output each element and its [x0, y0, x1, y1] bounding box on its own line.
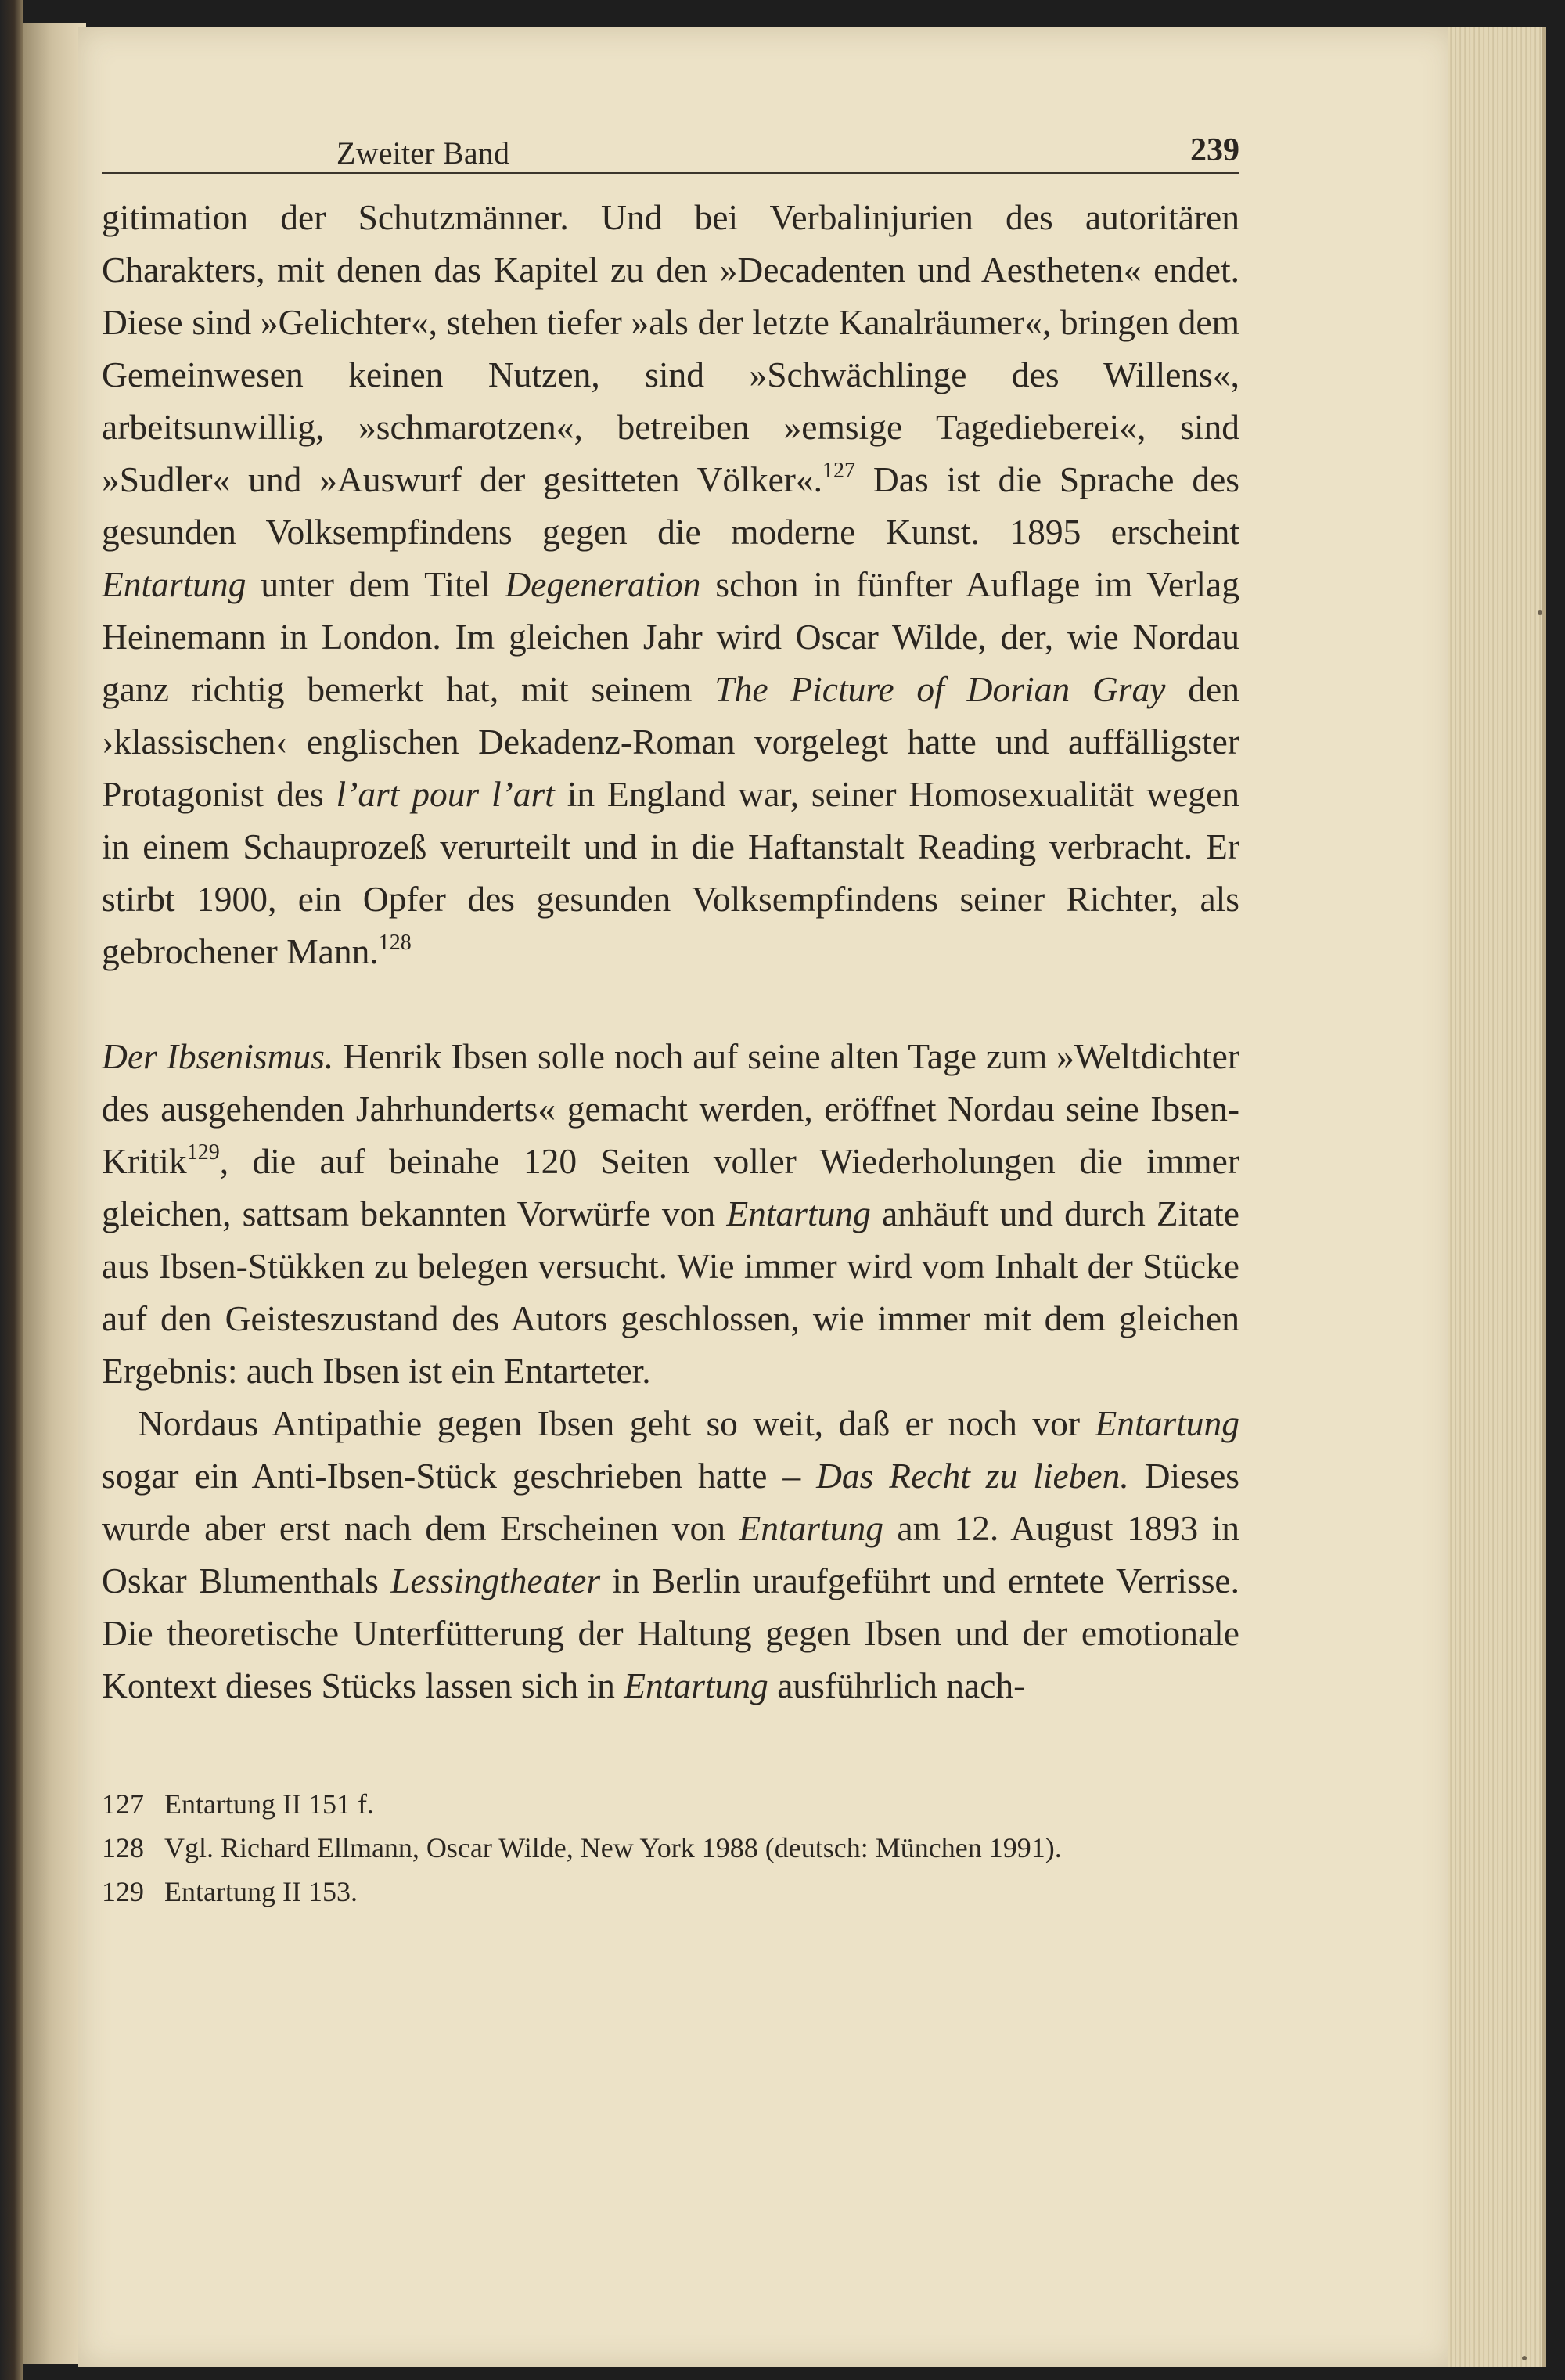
page-content	[102, 125, 1239, 1914]
footnote-129: 129 Entartung II 153.	[102, 1876, 358, 1907]
book-spine	[0, 0, 23, 2380]
body-text	[102, 191, 1239, 1712]
footnote-128: 128 Vgl. Richard Ellmann, Oscar Wilde, New York 1988 (deutsch: München 1991).	[102, 1832, 1062, 1863]
page-edges	[1448, 27, 1546, 2367]
paper-speck	[1538, 610, 1542, 615]
footnote-ref-127: 127	[822, 459, 856, 483]
paper-speck	[1522, 2356, 1527, 2360]
section-heading: Der Ibsenismus.	[102, 1036, 334, 1076]
footnote-127: 127 Entartung II 151 f.	[102, 1788, 374, 1820]
footnote-ref-128: 128	[378, 931, 412, 955]
page-number: 239	[1190, 132, 1239, 168]
footnote-ref-129: 129	[186, 1140, 220, 1165]
running-head-title: Zweiter Band	[336, 135, 510, 171]
running-head	[102, 125, 1239, 174]
paragraph-2: Der Ibsenismus. Henrik Ibsen solle noch auf seine alten Tage zum »Weltdichter des ausgehenden Jahrhunderts« gemacht werden, eröffnet Nordau seine Ibsen-Kritik$^{129}$, die auf beinahe 120 Seiten voller Wiederholungen die immer gleichen, sattsam bekannten Vorwürfe von Entartung anhäuft und durch Zitate aus Ibsen-Stükken zu belegen versucht. Wie immer wird vom Inhalt der Stücke auf den Geisteszustand des Autors geschlossen, wie immer mit dem gleichen Ergebnis: auch Ibsen ist ein Entarteter.	[102, 1036, 1239, 1391]
paragraph-1: gitimation der Schutzmänner. Und bei Verbalinjurien des autoritären Charakters, mit denen das Kapitel zu den »Decadenten und Aestheten« endet. Diese sind »Gelichter«, stehen tiefer »als der letzte Kanalräumer«, bringen dem Gemeinwesen keinen Nutzen, sind »Schwächlinge des Willens«, arbeitsunwillig, »schmarotzen«, betreiben »emsige Tagedieberei«, sind »Sudler« und »Auswurf der gesitteten Völker«.$^{127}$ Das ist die Sprache des gesunden Volksempfindens gegen die moderne Kunst. 1895 erscheint Entartung unter dem Titel Degeneration schon in fünfter Auflage im Verlag Heinemann in London. Im gleichen Jahr wird Oscar Wilde, der, wie Nordau ganz richtig bemerkt hat, mit seinem The Picture of Dorian Gray den ›klassischen‹ englischen Dekadenz-Roman vorgelegt hatte und auffälligster Protagonist des l’art pour l’art in England war, seiner Homosexualität wegen in einem Schauprozeß verurteilt und in die Haftanstalt Reading verbracht. Er stirbt 1900, ein Opfer des gesunden Volksempfindens seiner Richter, als gebrochener Mann.$^{128}$	[102, 197, 1240, 971]
page-gutter	[23, 23, 86, 2364]
paragraph-3: Nordaus Antipathie gegen Ibsen geht so weit, daß er noch vor Entartung sogar ein Anti-Ibsen-Stück geschrieben hatte – Das Recht zu lieben. Dieses wurde aber erst nach dem Erscheinen von Entartung am 12. August 1893 in Oskar Blumenthals Lessingtheater in Berlin uraufgeführt und erntete Verrisse. Die theoretische Unterfütterung der Haltung gegen Ibsen und der emotionale Kontext dieses Stücks lassen sich in Entartung ausführlich nach-	[102, 1403, 1239, 1705]
footnotes	[102, 1782, 1239, 1914]
